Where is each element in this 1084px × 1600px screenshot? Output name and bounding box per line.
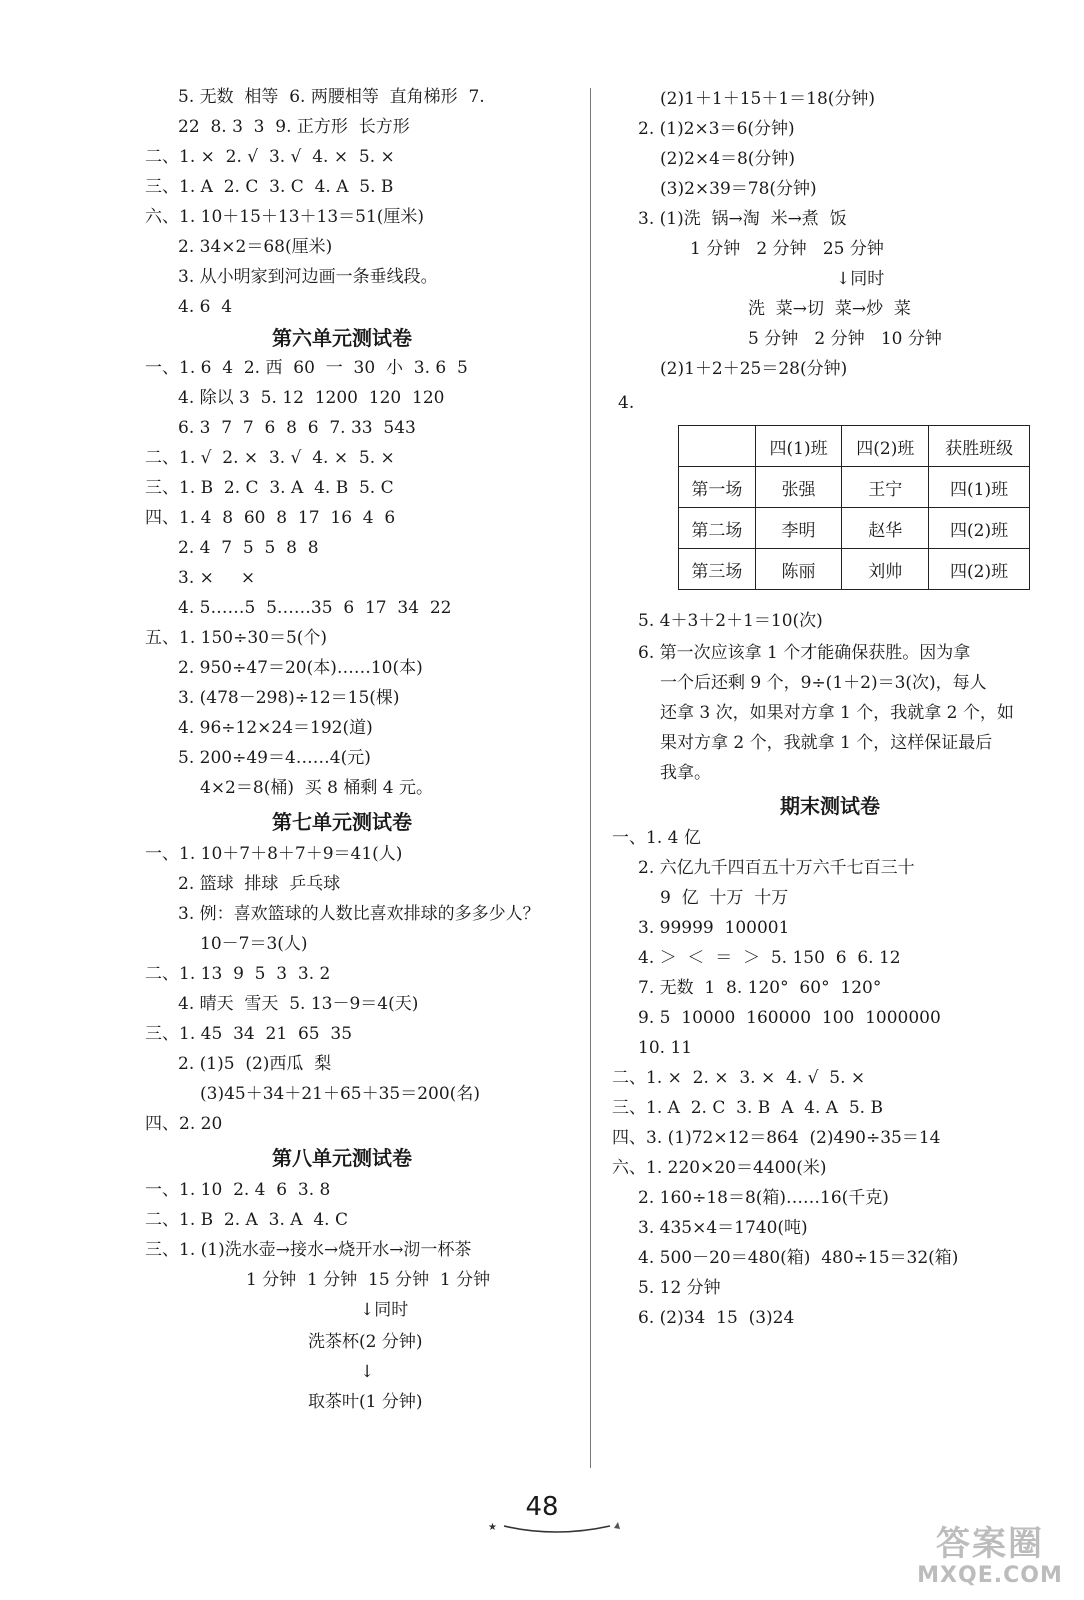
answer-line: 4×2＝8(桶) 买 8 桶剩 4 元。 [200,778,434,798]
answer-line: 6. (2)34 15 (3)24 [638,1308,795,1328]
answer-line: 4. 5……5 5……35 6 17 34 22 [178,598,452,618]
watermark-logo [900,1525,1080,1595]
answer-line: ↓ [360,1362,375,1382]
answer-line: 四、1. 4 8 60 8 17 16 4 6 [145,508,396,528]
table-row [679,467,1030,508]
answer-line: 4. [618,393,635,413]
answer-line: 三、1. B 2. C 3. A 4. B 5. C [145,478,394,498]
answer-line: 洗茶杯(2 分钟) [308,1332,423,1352]
answer-line: 四、3. (1)72×12＝864 (2)490÷35＝14 [612,1128,941,1148]
table-cell: 陈丽 [755,549,842,590]
answer-line: 五、1. 150÷30＝5(个) [145,628,328,648]
answer-line: 一、1. 4 亿 [612,828,701,848]
decorative-swoosh-icon [486,1516,626,1538]
answer-line: 四、2. 20 [145,1114,223,1134]
answer-line: 3. × × [178,568,256,588]
answer-line: (2)2×4＝8(分钟) [660,149,796,169]
answer-line: 二、1. × 2. √ 3. √ 4. × 5. × [145,147,395,167]
answer-line: 2. 4 7 5 5 8 8 [178,538,319,558]
answer-line: 二、1. × 2. × 3. × 4. √ 5. × [612,1068,866,1088]
table-cell: 赵华 [842,508,929,549]
answer-line: 5 分钟 2 分钟 10 分钟 [748,329,942,349]
section-title-unit6: 第六单元测试卷 [272,326,412,350]
answer-line: 一、1. 6 4 2. 西 60 一 30 小 3. 6 5 [145,358,468,378]
table-cell: 四(1)班 [929,467,1030,508]
answer-line: 三、1. 45 34 21 65 35 [145,1024,353,1044]
answer-line: 取茶叶(1 分钟) [308,1392,423,1412]
answer-line: 1 分钟 1 分钟 15 分钟 1 分钟 [246,1270,491,1290]
answer-line: 果对方拿 2 个，我就拿 1 个，这样保证最后 [660,733,993,753]
answer-line: 9 亿 十万 十万 [660,888,789,908]
answer-line: 3. 99999 100001 [638,918,790,938]
watermark-url: MXQE.COM [917,1563,1063,1588]
answer-line: 1 分钟 2 分钟 25 分钟 [690,239,884,259]
answer-line: 三、1. A 2. C 3. C 4. A 5. B [145,177,394,197]
answer-line: (3)45＋34＋21＋65＋35＝200(名) [200,1084,480,1104]
table-cell: 张强 [755,467,842,508]
answer-line: 3. (1)洗 锅→淘 米→煮 饭 [638,209,847,229]
answer-line: 3. 例：喜欢篮球的人数比喜欢排球的多多少人？ [178,904,540,924]
answer-line: 3. 从小明家到河边画一条垂线段。 [178,267,438,287]
table-cell: 四(2)班 [842,426,929,467]
answer-line: ↓同时 [836,269,885,289]
answer-line: 4. ＞ ＜ ＝ ＞ 5. 150 6 6. 12 [638,948,901,968]
match-result-table [678,425,1030,590]
section-title-unit7: 第七单元测试卷 [272,810,412,834]
table-cell: 第二场 [679,508,756,549]
page-number: 48 [525,1492,559,1522]
answer-line: 二、1. 13 9 5 3 3. 2 [145,964,331,984]
answer-line: 2. 160÷18＝8(箱)……16(千克) [638,1188,889,1208]
answer-line: 9. 5 10000 160000 100 1000000 [638,1008,941,1028]
answer-line: 我拿。 [660,763,711,783]
answer-line: (2)1＋2＋25＝28(分钟) [660,359,848,379]
answer-line: 10. 11 [638,1038,693,1058]
answer-line: 4. 96÷12×24＝192(道) [178,718,373,738]
answer-line: 一、1. 10 2. 4 6 3. 8 [145,1180,331,1200]
answer-line: ↓同时 [360,1300,409,1320]
answer-line: 六、1. 220×20＝4400(米) [612,1158,827,1178]
answer-line: (2)1＋1＋15＋1＝18(分钟) [660,89,876,109]
answer-line: 一个后还剩 9 个，9÷(1＋2)＝3(次)，每人 [660,673,987,693]
answer-line: 三、1. (1)洗水壶→接水→烧开水→沏一杯茶 [145,1240,472,1260]
section-title-final: 期末测试卷 [780,794,880,818]
answer-line: 还拿 3 次，如果对方拿 1 个，我就拿 2 个，如 [660,703,1014,723]
answer-line: 6. 3 7 7 6 8 6 7. 33 543 [178,418,416,438]
answer-line: 2. 34×2＝68(厘米) [178,237,333,257]
table-row [679,508,1030,549]
answer-line: 22 8. 3 3 9. 正方形 长方形 [178,117,410,137]
table-cell: 第一场 [679,467,756,508]
answer-line: (3)2×39＝78(分钟) [660,179,817,199]
answer-line: 三、1. A 2. C 3. B A 4. A 5. B [612,1098,883,1118]
answer-line: 六、1. 10＋15＋13＋13＝51(厘米) [145,207,425,227]
answer-line: 洗 菜→切 菜→炒 菜 [748,299,911,319]
table-cell: 李明 [755,508,842,549]
answer-line: 4. 500－20＝480(箱) 480÷15＝32(箱) [638,1248,959,1268]
answer-line: 2. 篮球 排球 乒乓球 [178,874,341,894]
answer-line: 4. 6 4 [178,297,233,317]
column-divider [590,88,591,1468]
section-title-unit8: 第八单元测试卷 [272,1146,412,1170]
answer-line: 二、1. B 2. A 3. A 4. C [145,1210,348,1230]
answer-line: 2. (1)5 (2)西瓜 梨 [178,1054,332,1074]
table-cell: 四(2)班 [929,549,1030,590]
table-cell: 第三场 [679,549,756,590]
table-header-row [679,426,1030,467]
table-row [679,549,1030,590]
table-cell: 获胜班级 [929,426,1030,467]
table-cell: 王宁 [842,467,929,508]
answer-line: 3. 435×4＝1740(吨) [638,1218,808,1238]
table-cell: 四(2)班 [929,508,1030,549]
svg-text:★: ★ [488,1522,497,1533]
answer-line: 二、1. √ 2. × 3. √ 4. × 5. × [145,448,395,468]
answer-line: 5. 12 分钟 [638,1278,721,1298]
answer-line: 2. (1)2×3＝6(分钟) [638,119,795,139]
answer-line: 7. 无数 1 8. 120° 60° 120° [638,978,882,998]
table-cell [679,426,756,467]
answer-line: 6. 第一次应该拿 1 个才能确保获胜。因为拿 [638,643,971,663]
watermark-cn: 答案圈 [936,1524,1044,1564]
answer-line: 5. 无数 相等 6. 两腰相等 直角梯形 7. [178,87,485,107]
answer-line: 4. 晴天 雪天 5. 13－9＝4(天) [178,994,419,1014]
table-cell: 刘帅 [842,549,929,590]
answer-line: 5. 4＋3＋2＋1＝10(次) [638,611,823,631]
answer-line: 3. (478－298)÷12＝15(棵) [178,688,400,708]
answer-line: 4. 除以 3 5. 12 1200 120 120 [178,388,445,408]
answer-line: 10－7＝3(人) [200,934,308,954]
answer-line: 2. 950÷47＝20(本)……10(本) [178,658,423,678]
answer-line: 2. 六亿九千四百五十万六千七百三十 [638,858,915,878]
table-cell: 四(1)班 [755,426,842,467]
answer-line: 5. 200÷49＝4……4(元) [178,748,371,768]
answer-line: 一、1. 10＋7＋8＋7＋9＝41(人) [145,844,403,864]
